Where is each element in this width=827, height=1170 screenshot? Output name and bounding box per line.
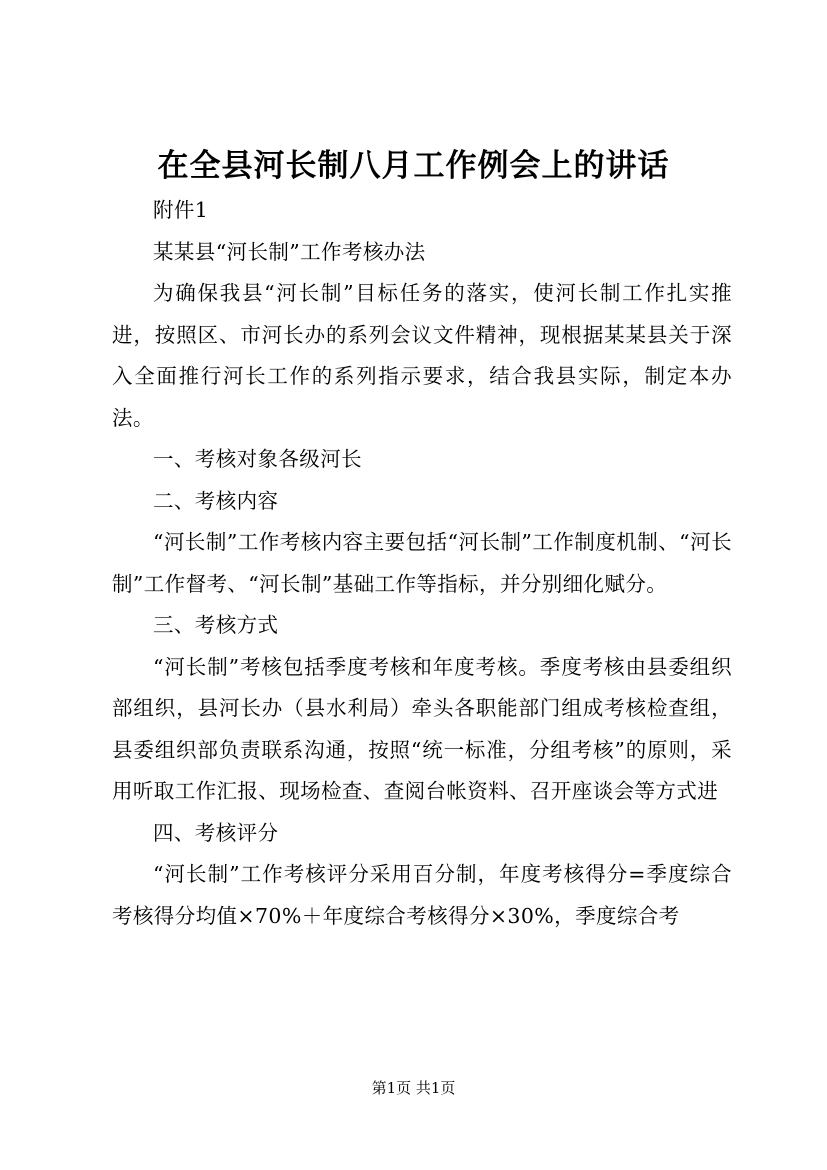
section-heading-targets: 一、考核对象各级河长	[153, 447, 362, 471]
subtitle-assessment-method: 某某县“河长制”工作考核办法	[153, 239, 426, 264]
page-footer: 第1页 共1页	[371, 1079, 456, 1097]
method-paragraph: “河长制”考核包括季度考核和年度考核。季度考核由县委组织部组织，县河长办（县水利局）牵头各职能部门组成考核检查组，县委组织部负责联系沟通，按照“统一标准，分组考核”的原则，采用听取工作汇报、现场检查、查阅台帐资料、召开座谈会等方式进	[112, 654, 732, 803]
attachment-label: 附件1	[153, 198, 209, 222]
content-paragraph: “河长制”工作考核内容主要包括“河长制”工作制度机制、“河长制”工作督考、“河长制”基础工作等指标，并分别细化赋分。	[112, 530, 732, 596]
document-title: 在全县河长制八月工作例会上的讲话	[157, 148, 670, 184]
scoring-paragraph: “河长制”工作考核评分采用百分制，年度考核得分=季度综合考核得分均值×70%＋年度综合考核得分×30%，季度综合考	[112, 862, 732, 928]
section-heading-content: 二、考核内容	[153, 488, 279, 513]
document-body	[112, 190, 732, 937]
intro-paragraph: 为确保我县“河长制”目标任务的落实，使河长制工作扎实推进，按照区、市河长办的系列会议文件精神，现根据某某县关于深入全面推行河长工作的系列指示要求，结合我县实际，制定本办法。	[112, 281, 732, 430]
section-heading-method: 三、考核方式	[153, 613, 279, 637]
section-heading-scoring: 四、考核评分	[153, 820, 279, 845]
